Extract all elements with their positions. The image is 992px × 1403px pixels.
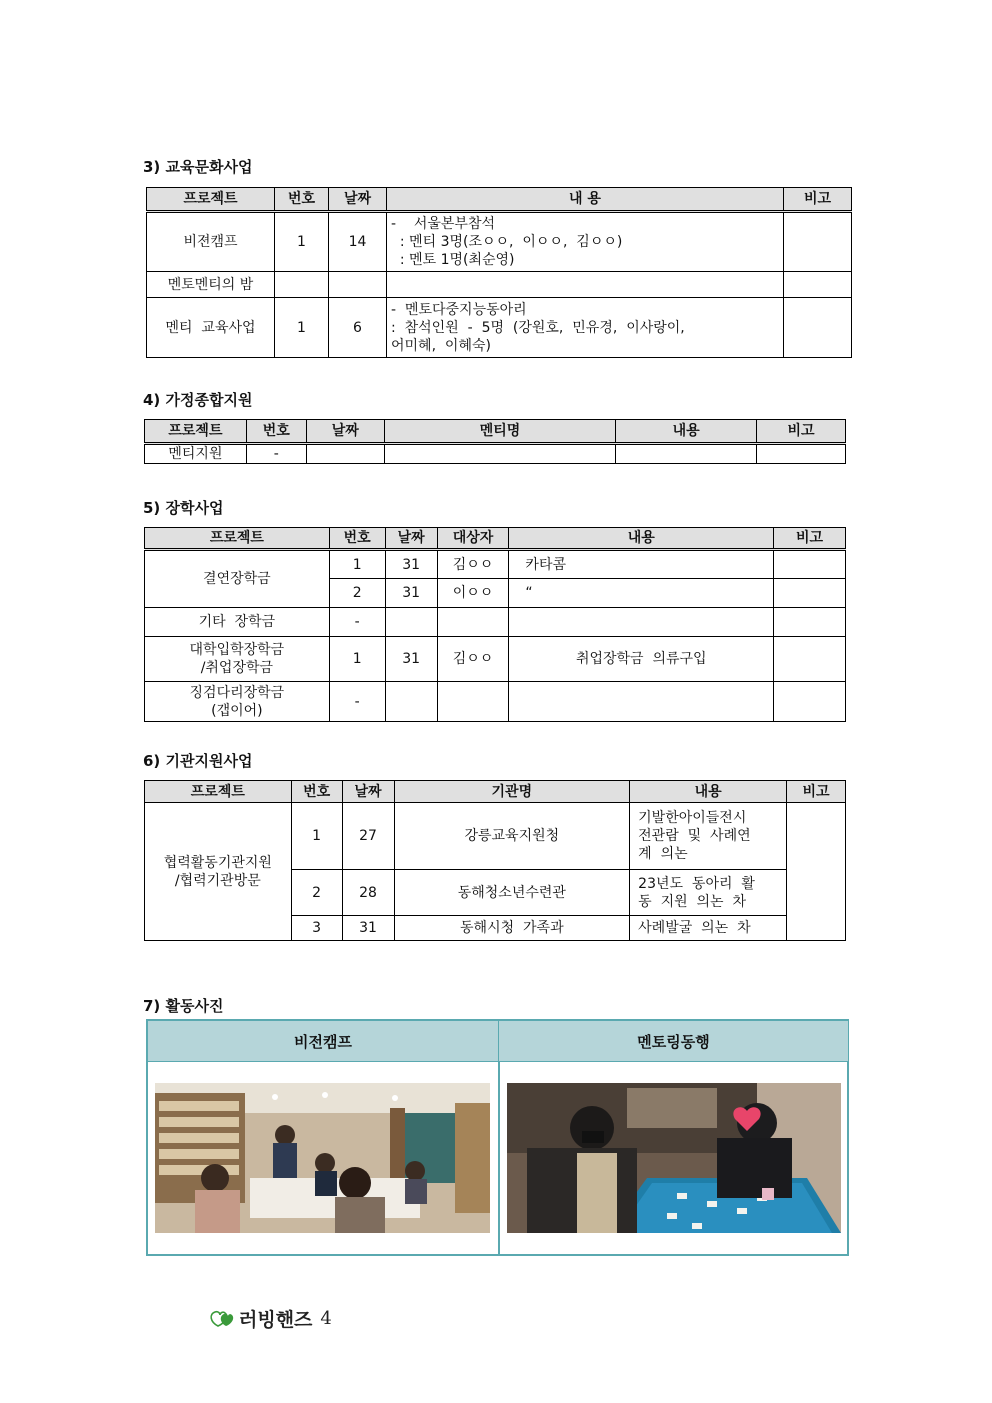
- content-line: - 멘토다중지능동아리: [391, 301, 527, 318]
- date-cell: [385, 608, 437, 637]
- vision-camp-photo: [155, 1083, 490, 1233]
- content-line: - 서울본부참석: [391, 216, 495, 232]
- num-cell: 3: [291, 916, 342, 941]
- date-cell: 27: [342, 803, 394, 870]
- project-line: /취업장학금: [200, 660, 274, 676]
- col-header: 번호: [246, 420, 306, 444]
- content-cell: 취업장학금 의류구입: [509, 637, 774, 682]
- content-cell: [509, 682, 774, 722]
- project-line: 징검다리장학금: [189, 684, 285, 701]
- note-cell: [787, 803, 846, 941]
- project-cell: 멘토멘티의 밤: [147, 272, 275, 298]
- project-cell: 멘티지원: [145, 444, 247, 464]
- col-header: 프로젝트: [147, 188, 275, 212]
- date-cell: [306, 444, 384, 464]
- col-header: 번호: [291, 781, 342, 803]
- col-header: 날짜: [306, 420, 384, 444]
- content-cell: [630, 916, 787, 941]
- date-cell: 31: [385, 550, 437, 579]
- col-header: 내용: [630, 781, 787, 803]
- footer: [209, 1305, 332, 1332]
- section-7-heading: 7) 활동사진: [143, 997, 224, 1015]
- num-cell: 1: [329, 637, 385, 682]
- content-line: : 참석인원 - 5명 (강원호, 민유경, 이사랑이,: [391, 319, 685, 336]
- project-cell: 멘티 교육사업: [147, 298, 275, 358]
- project-cell: [145, 637, 330, 682]
- num-cell: 1: [275, 298, 329, 358]
- activity-photos-box: [146, 1019, 849, 1256]
- education-culture-table: [146, 187, 852, 358]
- agency-support-table: [144, 780, 846, 941]
- logo-icon: [209, 1306, 235, 1332]
- note-cell: [774, 550, 846, 579]
- col-header: 기관명: [394, 781, 630, 803]
- note-cell: [784, 272, 852, 298]
- date-cell: 14: [329, 212, 387, 272]
- table-row: [145, 682, 846, 722]
- photo-title: 멘토링동행: [499, 1021, 848, 1062]
- content-line: 어미혜, 이혜숙): [391, 337, 491, 354]
- target-cell: 김ㅇㅇ: [437, 550, 509, 579]
- org-cell: 강릉교육지원청: [394, 803, 630, 870]
- note-cell: [784, 212, 852, 272]
- project-line: /협력기관방문: [174, 872, 261, 889]
- content-cell: [387, 212, 784, 272]
- project-cell: [145, 803, 292, 941]
- content-line: 전관람 및 사례연: [638, 828, 751, 844]
- col-header: 비고: [774, 528, 846, 550]
- note-cell: [774, 579, 846, 608]
- num-cell: 1: [275, 212, 329, 272]
- col-header: 번호: [329, 528, 385, 550]
- col-header: 프로젝트: [145, 420, 247, 444]
- num-cell: 2: [329, 579, 385, 608]
- project-line: 협력활동기관지원: [163, 854, 272, 871]
- num-cell: -: [246, 444, 306, 464]
- table-row: [145, 637, 846, 682]
- table-row: [147, 212, 852, 272]
- table-row: [145, 803, 846, 870]
- date-cell: 31: [385, 579, 437, 608]
- table-row: [147, 272, 852, 298]
- section-6-heading: 6) 기관지원사업: [143, 752, 253, 770]
- photo-column-right: [499, 1021, 848, 1254]
- content-line: 동 지원 의논 차: [638, 893, 747, 910]
- col-header: 비고: [787, 781, 846, 803]
- mentoring-photo: [507, 1083, 841, 1233]
- content-line: : 멘토 1명(최순영): [391, 252, 515, 268]
- date-cell: [329, 272, 387, 298]
- date-cell: 6: [329, 298, 387, 358]
- section-3-heading: 3) 교육문화사업: [143, 158, 253, 176]
- content-cell: [616, 444, 757, 464]
- date-cell: [385, 682, 437, 722]
- col-header: 날짜: [385, 528, 437, 550]
- col-header: 대상자: [437, 528, 509, 550]
- table-row: [145, 550, 846, 579]
- col-header: 프로젝트: [145, 781, 292, 803]
- content-cell: [387, 272, 784, 298]
- col-header: 비고: [784, 188, 852, 212]
- col-header: 비고: [757, 420, 846, 444]
- org-cell: 동해시청 가족과: [394, 916, 630, 941]
- table-row: [145, 608, 846, 637]
- date-cell: 31: [342, 916, 394, 941]
- scholarship-table: [144, 527, 846, 722]
- table-row: [147, 298, 852, 358]
- project-line: (갭이어): [211, 702, 263, 719]
- note-cell: [784, 298, 852, 358]
- note-cell: [774, 682, 846, 722]
- content-cell: [509, 608, 774, 637]
- section-5-heading: 5) 장학사업: [143, 499, 224, 517]
- photo-title: 비전캠프: [148, 1021, 498, 1062]
- col-header: 프로젝트: [145, 528, 330, 550]
- content-line: 계 의논: [638, 846, 688, 862]
- num-cell: -: [329, 608, 385, 637]
- col-header: 멘티명: [384, 420, 616, 444]
- content-line: : 멘티 3명(조ㅇㅇ, 이ㅇㅇ, 김ㅇㅇ): [391, 234, 623, 250]
- col-header: 날짜: [329, 188, 387, 212]
- brand-name: 러빙핸즈: [239, 1309, 313, 1331]
- content-cell: “: [509, 579, 774, 608]
- num-cell: 1: [291, 803, 342, 870]
- target-cell: [437, 608, 509, 637]
- date-cell: 28: [342, 870, 394, 916]
- target-cell: 김ㅇㅇ: [437, 637, 509, 682]
- project-cell: 비젼캠프: [147, 212, 275, 272]
- content-cell: 카타콤: [509, 550, 774, 579]
- project-line: 대학입학장학금: [189, 642, 285, 658]
- col-header: 날짜: [342, 781, 394, 803]
- target-cell: [437, 682, 509, 722]
- project-cell: 기타 장학금: [145, 608, 330, 637]
- col-header: 번호: [275, 188, 329, 212]
- content-cell: [630, 870, 787, 916]
- note-cell: [774, 637, 846, 682]
- num-cell: [275, 272, 329, 298]
- note-cell: [757, 444, 846, 464]
- name-cell: [384, 444, 616, 464]
- col-header: 내용: [509, 528, 774, 550]
- family-support-table: [144, 419, 846, 464]
- date-cell: 31: [385, 637, 437, 682]
- note-cell: [774, 608, 846, 637]
- content-line: 23년도 동아리 활: [638, 875, 755, 892]
- content-cell: [630, 803, 787, 870]
- org-cell: 동해청소년수련관: [394, 870, 630, 916]
- num-cell: 2: [291, 870, 342, 916]
- content-line: 기발한아이들전시: [638, 810, 747, 826]
- page-number: 4: [320, 1308, 332, 1329]
- section-4-heading: 4) 가정종합지원: [143, 391, 253, 409]
- num-cell: 1: [329, 550, 385, 579]
- content-line: 사례발굴 의논 차: [638, 920, 751, 936]
- photo-column-left: [148, 1021, 500, 1254]
- num-cell: -: [329, 682, 385, 722]
- project-cell: 결연장학금: [145, 550, 330, 608]
- table-row: [145, 444, 846, 464]
- col-header: 내용: [616, 420, 757, 444]
- content-cell: [387, 298, 784, 358]
- target-cell: 이ㅇㅇ: [437, 579, 509, 608]
- col-header: 내 용: [387, 188, 784, 212]
- project-cell: [145, 682, 330, 722]
